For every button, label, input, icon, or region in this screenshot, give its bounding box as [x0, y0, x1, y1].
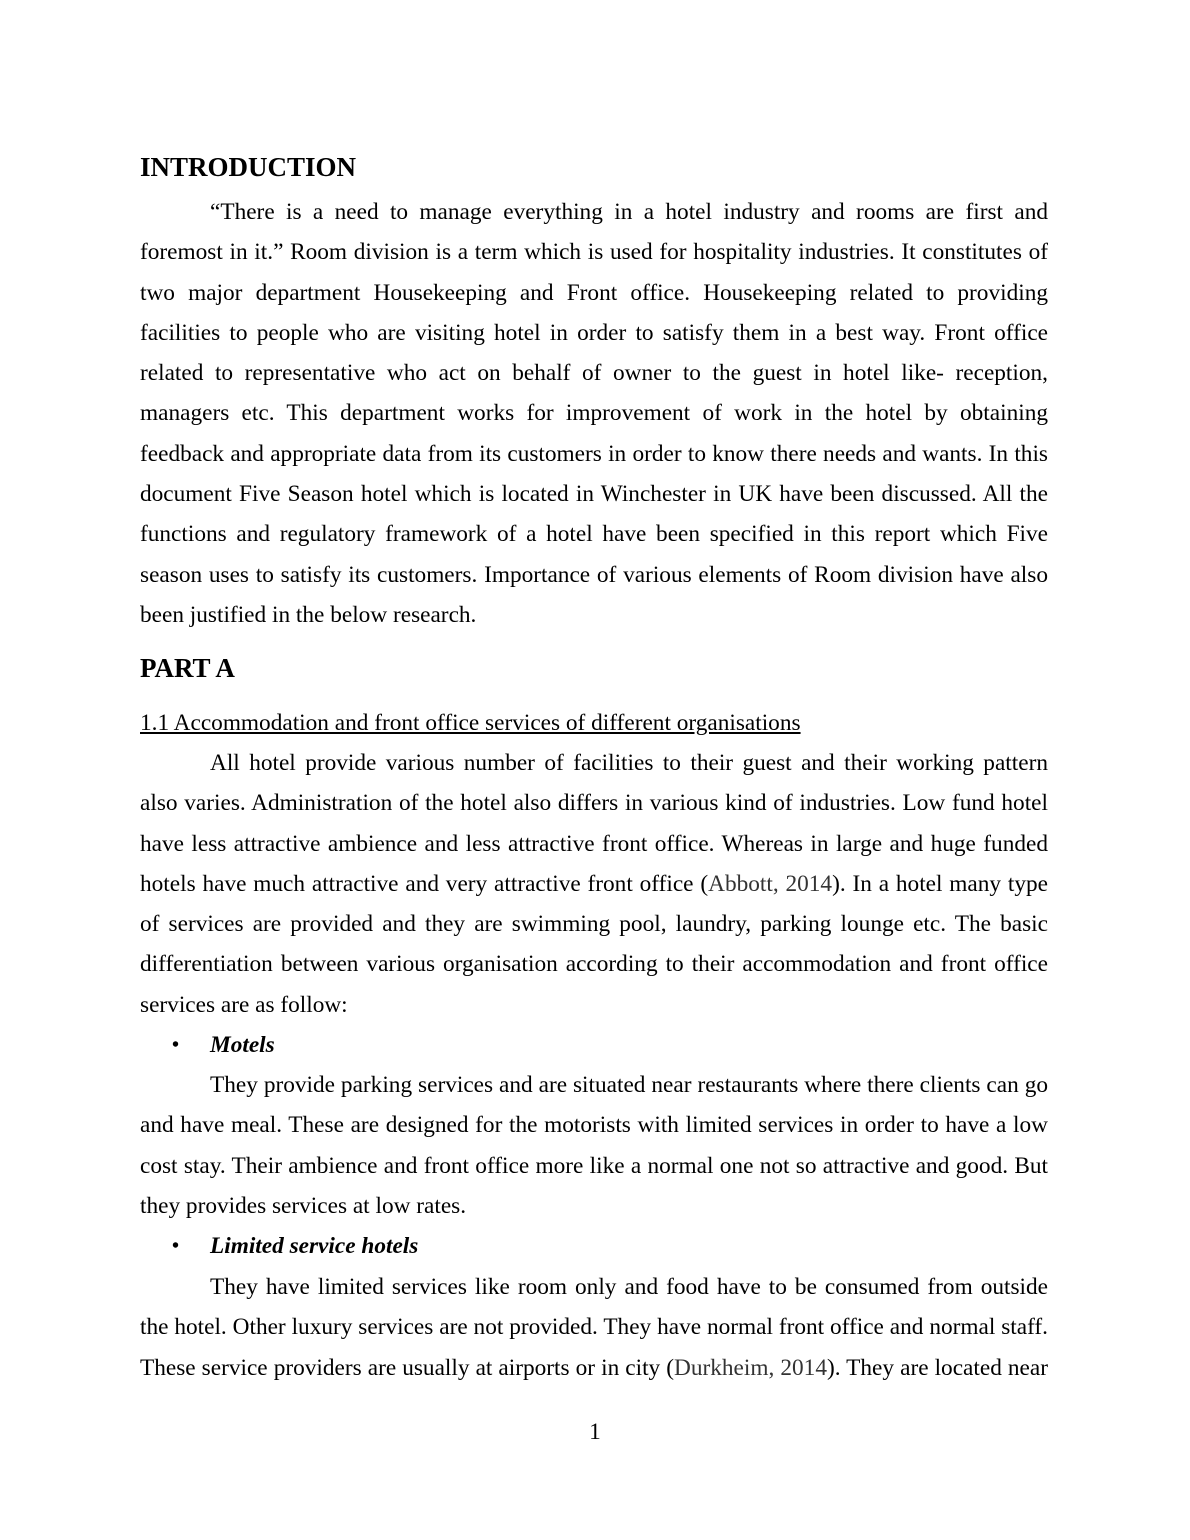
text-line: “There is a need to manage everything in a hotel industry and rooms are first and — [210, 199, 1048, 225]
text-line: foremost in it.” Room division is a term which is used for hospitality industries. It constitutes of — [140, 239, 1048, 266]
text-line: the hotel. Other luxury services are not provided. They have normal front office and normal staff. — [140, 1314, 1048, 1341]
text-line: hotels have much attractive and very attractive front office (Abbott, 2014). In a hotel many type — [140, 870, 1049, 897]
text-line: they provides services at low rates. — [140, 1192, 467, 1219]
text-line: of services are provided and they are swimming pool, laundry, parking lounge etc. The basic — [140, 911, 1048, 938]
text-line: cost stay. Their ambience and front office more like a normal one not so attractive and good. But — [140, 1152, 1048, 1179]
text-line: related to representative who act on behalf of owner to the guest in hotel like- reception, — [140, 360, 1048, 387]
bullet-icon: • — [172, 1034, 180, 1056]
text-line: functions and regulatory framework of a hotel have been specified in this report which Five — [140, 521, 1048, 548]
introduction-heading: INTRODUCTION — [140, 152, 357, 182]
text-line: managers etc. This department works for improvement of work in the hotel by obtaining — [140, 400, 1048, 427]
text-line: season uses to satisfy its customers. Importance of various elements of Room division have also — [140, 561, 1048, 588]
motels-paragraph — [140, 1065, 1048, 1226]
text-line: facilities to people who are visiting hotel in order to satisfy them in a best way. Front office — [140, 319, 1048, 346]
text-line: have less attractive ambience and less attractive front office. Whereas in large and huge funded — [140, 830, 1048, 857]
bullet-title-limited-service-hotels: Limited service hotels — [210, 1233, 419, 1259]
text-line: services are as follow: — [140, 991, 348, 1018]
text-line: These service providers are usually at airports or in city (Durkheim, 2014). They are located near — [140, 1354, 1048, 1381]
text-line: document Five Season hotel which is located in Winchester in UK have been discussed. All the — [140, 481, 1048, 508]
text-line: feedback and appropriate data from its customers in order to know there needs and wants. In this — [140, 440, 1048, 467]
text-line: All hotel provide various number of facilities to their guest and their working pattern — [210, 750, 1048, 776]
text-line: and have meal. These are designed for the motorists with limited services in order to have a low — [140, 1112, 1048, 1139]
text-line: They have limited services like room only and food have to be consumed from outside — [210, 1274, 1048, 1300]
bullet-icon: • — [172, 1235, 180, 1257]
text-line: also varies. Administration of the hotel also differs in various kind of industries. Low fund hotel — [140, 790, 1048, 817]
bullet-title-motels: Motels — [210, 1032, 275, 1058]
page-number: 1 — [589, 1419, 601, 1445]
part-a-heading: PART A — [140, 653, 235, 683]
introduction-paragraph — [140, 192, 1048, 635]
text-line: been justified in the below research. — [140, 601, 477, 628]
section-1-1-heading: 1.1 Accommodation and front office services of different organisations — [140, 710, 801, 736]
section-1-1-paragraph — [140, 743, 1048, 1025]
text-line: two major department Housekeeping and Front office. Housekeeping related to providing — [140, 279, 1048, 306]
text-line: They provide parking services and are situated near restaurants where there clients can go — [210, 1072, 1048, 1098]
text-line: differentiation between various organisation according to their accommodation and front office — [140, 951, 1048, 978]
limited-service-paragraph — [140, 1267, 1048, 1388]
